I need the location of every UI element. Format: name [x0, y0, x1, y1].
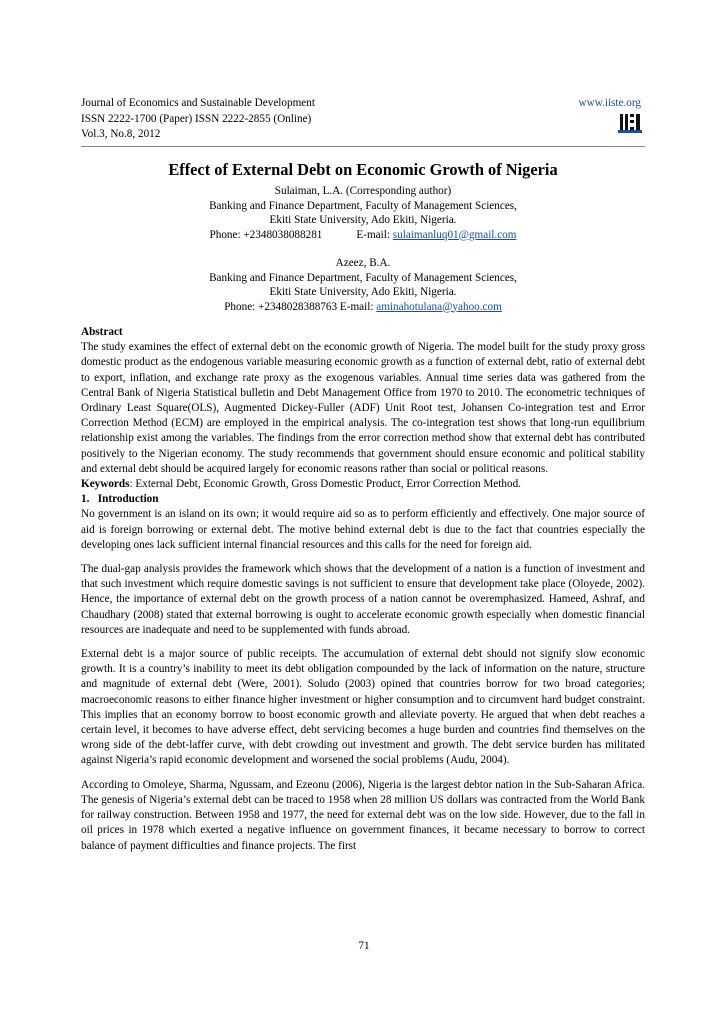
intro-paragraph-2: The dual-gap analysis provides the framework which shows that the development of a nation is a function of investment and that such investment which require domestic savings is not sufficient to ensure that development take place (Oloyede, 2002). Hence, the importance of external debt on the growth process of a nation cannot be overemphasized. Hameed, Ashraf, and Chaudhary (2008) stated that external borrowing is ought to accelerate economic growth especially when domestic financial resources are inadequate and need to be supplemented with funds abroad. [81, 563, 645, 636]
author2-phone: Phone: +2348028388763 [224, 300, 338, 313]
author1-email-link[interactable]: sulaimanluq01@gmail.com [392, 228, 517, 241]
author2-univ: Ekiti State University, Ado Ekiti, Nigeria. [269, 286, 457, 298]
author1-email-label: E-mail: [356, 228, 390, 241]
author2-name: Azeez, B.A. [335, 257, 391, 269]
author-block [81, 184, 645, 314]
iiste-logo [618, 111, 642, 133]
journal-issn: ISSN 2222-1700 (Paper) ISSN 2222-2855 (Online) [81, 112, 312, 125]
keywords-label: Keywords [81, 478, 130, 491]
abstract-text: The study examines the effect of external debt on the economic growth of Nigeria. The model built for the study proxy gross domestic product as the endogenous variable measuring economic growth as a function of external debt, ratio of external debt to export, inflation, and exchange rate proxy as the exogenous variables. Annual time series data was gathered from the Central Bank of Nigeria Statistical bulletin and Debt Management Office from 1970 to 2010. The econometric techniques of Ordinary Least Square(OLS), Augmented Dickey-Fuller (ADF) Unit Root test, Johansen Co-integration test and Error Correction Method (ECM) are employed in the empirical analysis. The co-integration test shows that long-run equilibrium relationship exist among the variables. The findings from the error correction method show that external debt has contributed positively to the Nigerian economy. The study recommends that government should ensure economic and political stability and external debt should be acquired largely for economic reasons rather than social or political reasons. [81, 341, 645, 475]
author1-name: Sulaiman, L.A. (Corresponding author) [274, 185, 452, 197]
author1-dept: Banking and Finance Department, Faculty of Management Sciences, [209, 199, 517, 212]
section-heading [81, 492, 645, 507]
journal-volume: Vol.3, No.8, 2012 [81, 128, 161, 140]
page-number: 71 [358, 940, 370, 952]
section-title: Introduction [97, 493, 159, 506]
author1-contact [81, 228, 645, 243]
journal-name: Journal of Economics and Sustainable Development [81, 97, 315, 109]
journal-url[interactable]: www.iiste.org [578, 97, 641, 109]
author2-email-link[interactable]: aminahotulana@yahoo.com [376, 300, 502, 313]
header-rule [81, 146, 645, 147]
intro-paragraph-4: According to Omoleye, Sharma, Ngussam, and Ezeonu (2006), Nigeria is the largest debtor nation in the Sub-Saharan Africa. The genesis of Nigeria’s external debt can be traced to 1958 when 28 million US dollars was contracted from the World Bank for railway construction. Between 1958 and 1977, the need for external debt was on the low side. However, due to the fall in oil prices in 1978 which exerted a negative influence on government finances, it became necessary to borrow to correct balance of payment difficulties and finance projects. The first [81, 778, 645, 852]
intro-paragraph-1: No government is an island on its own; it would require aid so as to perform efficiently and effectively. One major source of aid is foreign borrowing or external debt. The motive behind external debt is due to the fact that countries especially the developing ones lack sufficient internal financial resources and this calls for the need for foreign aid. [81, 508, 645, 551]
journal-header [81, 96, 643, 143]
author1-univ: Ekiti State University, Ado Ekiti, Nigeria. [269, 214, 457, 226]
paper-body [81, 325, 645, 854]
section-number: 1. [81, 493, 90, 506]
keywords [81, 477, 645, 492]
paper-title: Effect of External Debt on Economic Growth of Nigeria [168, 160, 558, 179]
abstract-heading: Abstract [81, 326, 123, 338]
author2-email-label: E-mail: [339, 300, 374, 313]
author2-dept: Banking and Finance Department, Faculty of Management Sciences, [209, 271, 517, 284]
author2-contact [81, 300, 645, 315]
author1-phone: Phone: +2348038088281 [209, 228, 323, 241]
keywords-list: : External Debt, Economic Growth, Gross Domestic Product, Error Correction Method. [129, 478, 521, 491]
intro-paragraph-3: External debt is a major source of public receipts. The accumulation of external debt should not signify slow economic growth. It is a country’s inability to meet its debt obligation compounded by the lack of information on the nature, structure and magnitude of external debt (Were, 2001). Soludo (2003) opined that countries borrow for two broad categories; macroeconomic reasons to either finance higher investment or higher consumption and to circumvent hard budget constraint. This implies that an economy borrow to boost economic growth and alleviate poverty. He argued that when debt reaches a certain level, it becomes to have adverse effect, debt servicing becomes a huge burden and countries find themselves on the wrong side of the debt-laffer curve, with debt crowding out investment and growth. The debt service burden has militated against Nigeria’s rapid economic development and worsened the social problems (Audu, 2004). [81, 648, 645, 767]
